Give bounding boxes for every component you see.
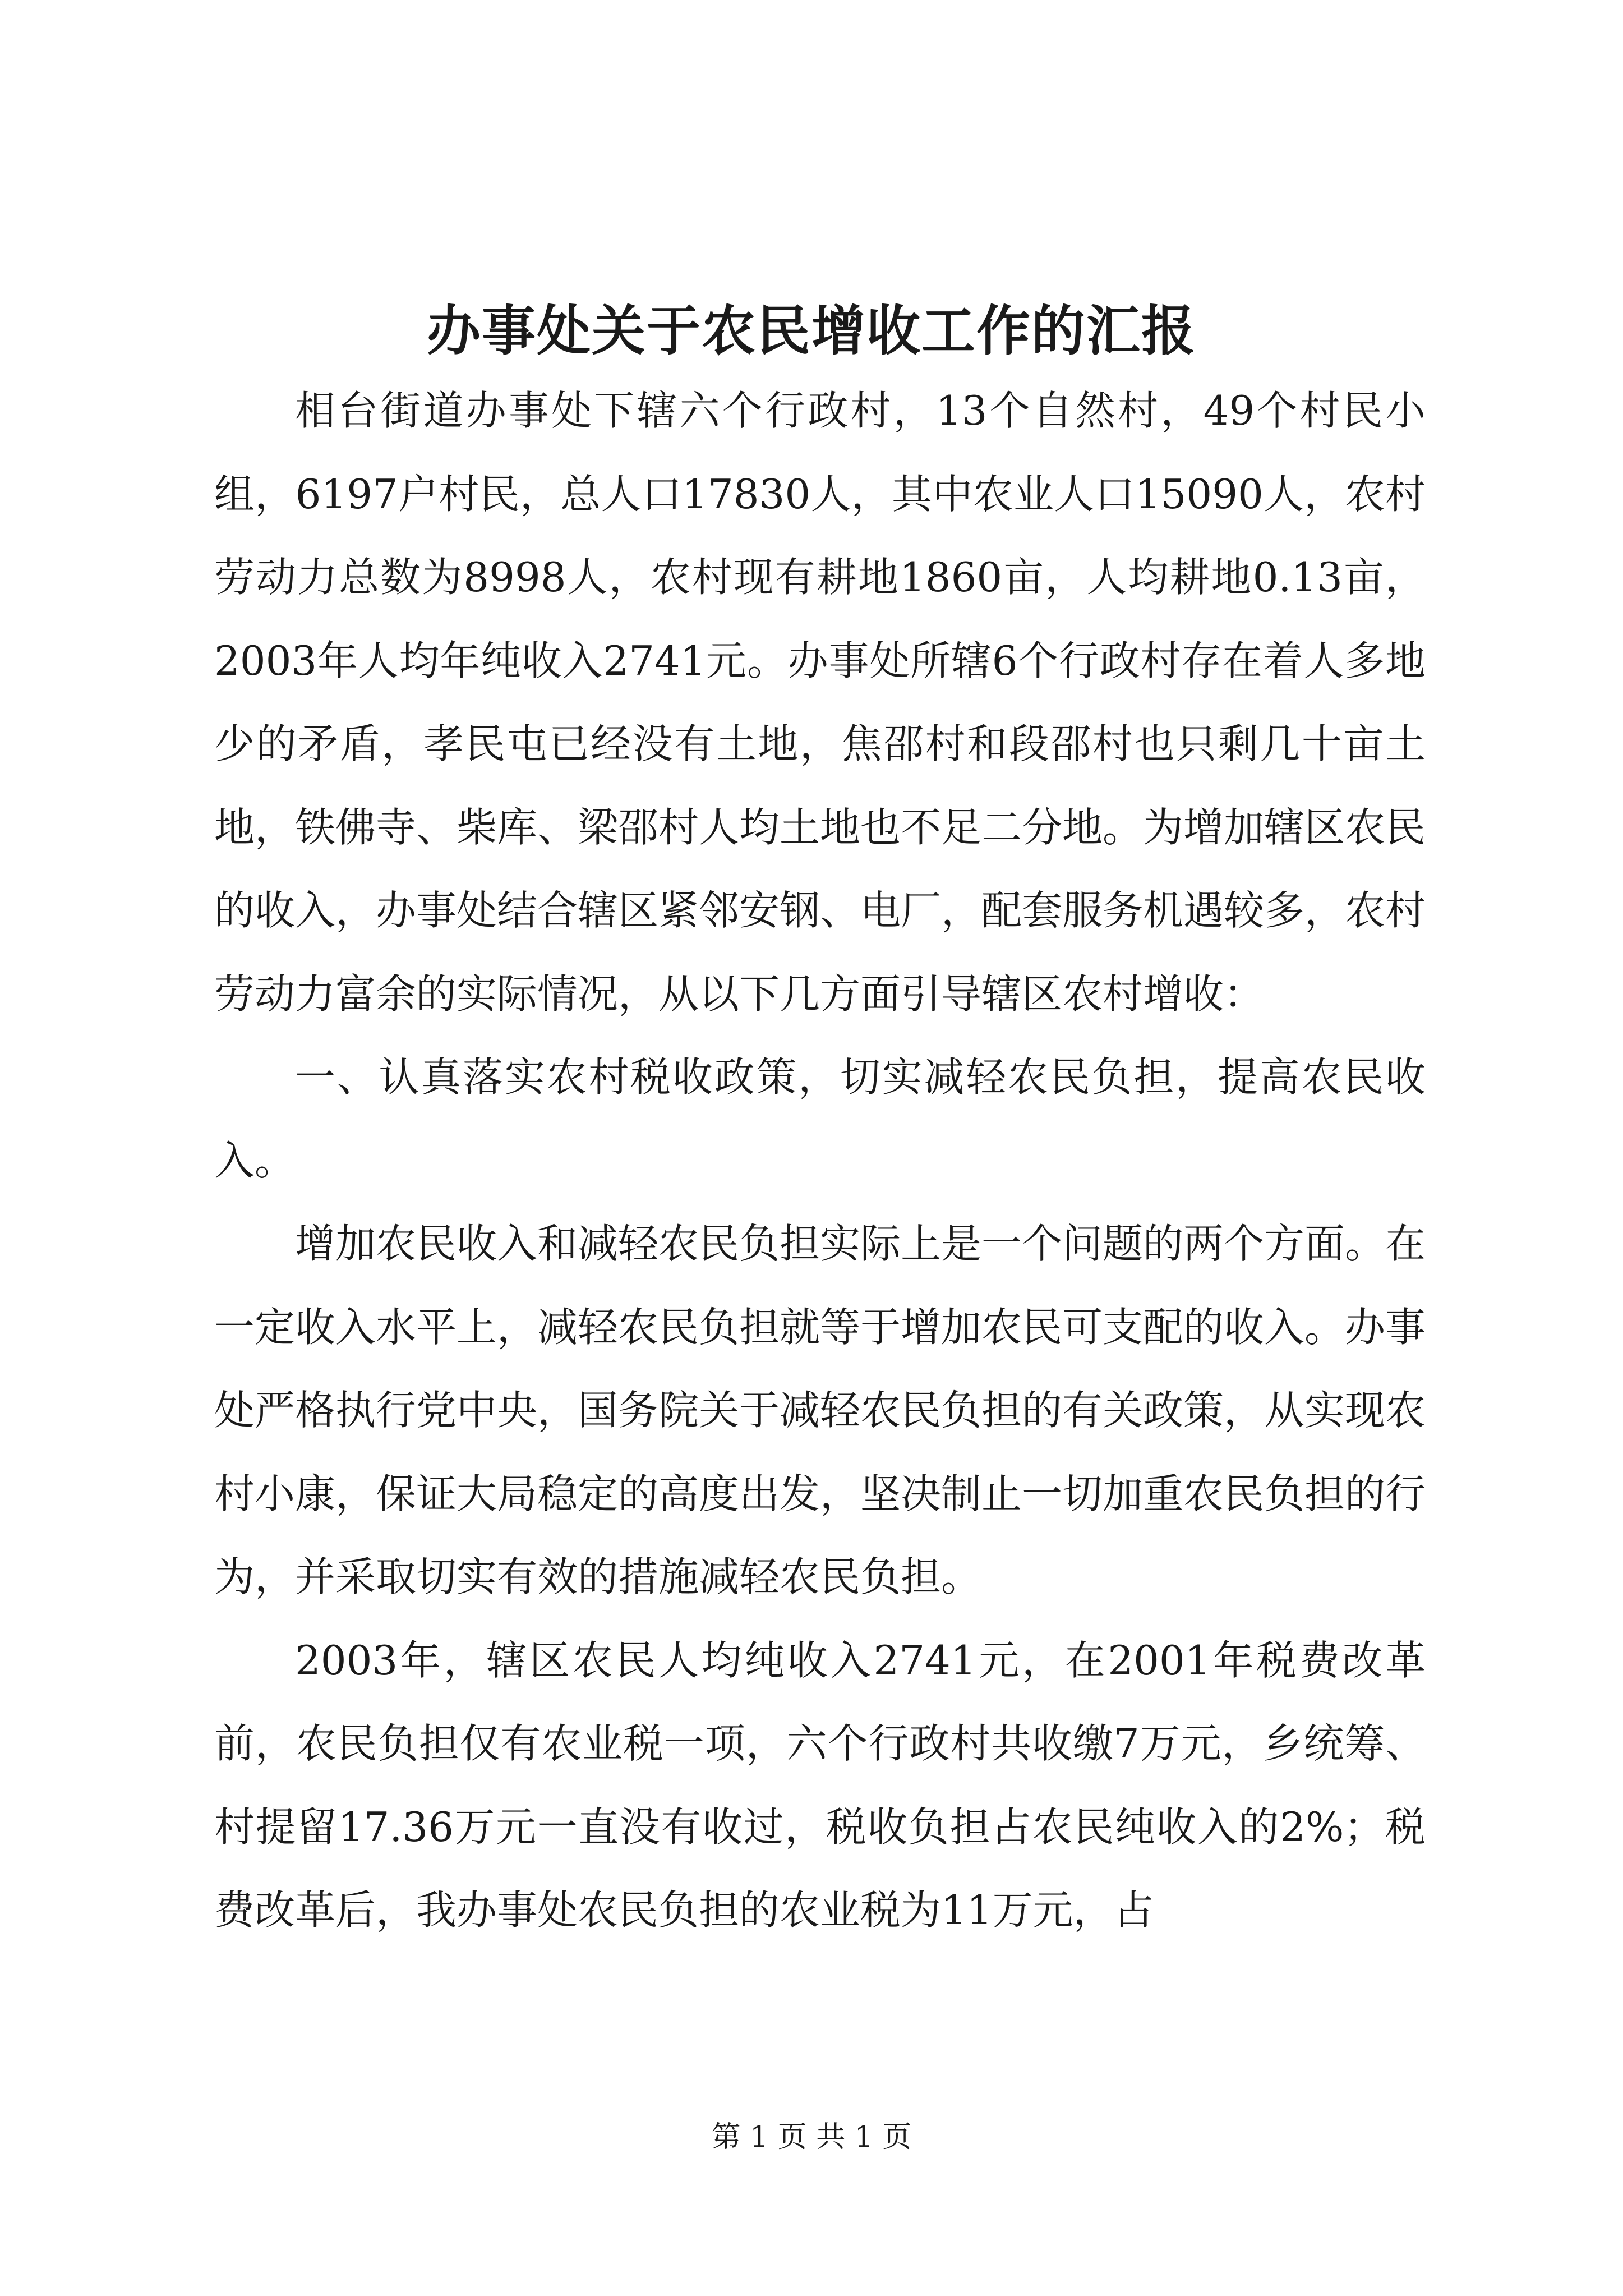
page-footer (0, 2118, 1623, 2157)
document-title: 办事处关于农民增收工作的汇报 (427, 299, 1196, 362)
paragraph-statistics: 2003年，辖区农民人均纯收入2741元，在2001年税费改革前，农民负担仅有农业税一项，六个行政村共收缴7万元，乡统筹、村提留17.36万元一直没有收过，税收负担占农民纯收入的2%；税费改革后，我办事处农民负担的农业税为11万元，占 (214, 1636, 1426, 1934)
paragraph-burden: 增加农民收入和减轻农民负担实际上是一个问题的两个方面。在一定收入水平上，减轻农民负担就等于增加农民可支配的收入。办事处严格执行党中央，国务院关于减轻农民负担的有关政策，从实现农村小康，保证大局稳定的高度出发，坚决制止一切加重农民负担的行为，并采取切实有效的措施减轻农民负担。 (214, 1220, 1426, 1600)
page-number-label: 第 1 页 共 1 页 (711, 2120, 912, 2154)
paragraph-section-heading: 一、认真落实农村税收政策，切实减轻农民负担，提高农民收入。 (214, 1053, 1426, 1184)
document-body (214, 369, 1426, 1952)
paragraph-intro: 相台街道办事处下辖六个行政村，13个自然村，49个村民小组，6197户村民，总人口17830人，其中农业人口15090人，农村劳动力总数为8998人，农村现有耕地1860亩，人均耕地0.13亩，2003年人均年纯收入2741元。办事处所辖6个行政村存在着人多地少的矛盾，孝民屯已经没有土地，焦邵村和段邵村也只剩几十亩土地，铁佛寺、柴库、梁邵村人均土地也不足二分地。为增加辖区农民的收入，办事处结合辖区紧邻安钢、电厂，配套服务机遇较多，农村劳动力富余的实际情况，从以下几方面引导辖区农村增收： (214, 387, 1426, 1018)
